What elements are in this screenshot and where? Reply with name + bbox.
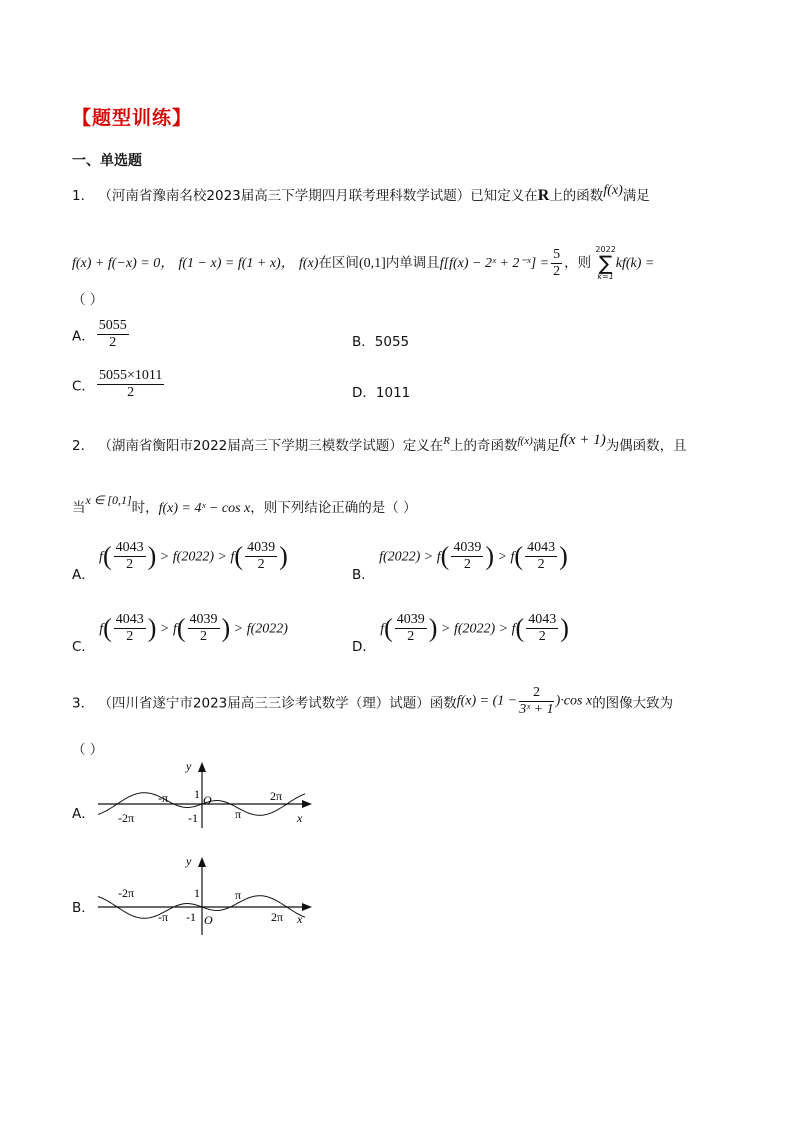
tick-negpi: -π: [158, 910, 169, 924]
question-3-stem: [72, 685, 673, 718]
section-title: 【题型训练】: [72, 107, 193, 129]
question-number: 1．: [72, 188, 95, 204]
tick-pi: π: [235, 888, 242, 902]
function-definition: f(x) = (1 −: [456, 693, 518, 709]
question-number: 2．: [72, 438, 95, 454]
option-a-graph[interactable]: [90, 760, 320, 830]
function-definition: f(x) = 4ˣ − cos x: [158, 501, 251, 516]
option-c-fraction: $\frac{5055\times 1011}{2}$: [98, 368, 163, 400]
text-fragment: 当: [72, 500, 86, 516]
text-fragment: 在区间: [318, 255, 359, 271]
question-1-conditions: [72, 245, 654, 281]
text-fragment: 时，: [131, 500, 159, 516]
option-d[interactable]: D． f( $\frac{4039}{2}$ ) > f(2022) > f( $\frac{4043}{2}$ ): [352, 612, 569, 655]
text-fragment: 内单调且: [385, 255, 440, 271]
y-axis-arrow: [198, 857, 206, 867]
set-symbol: R: [537, 187, 550, 204]
option-d[interactable]: D．1011: [352, 385, 411, 401]
option-c[interactable]: C． $\frac{5055\times 1011}{2}$: [72, 368, 163, 400]
tick-2pi: 2π: [271, 910, 284, 924]
y-axis-arrow: [198, 762, 206, 772]
text-fragment: 的图像大致为: [592, 695, 674, 712]
tick-one: 1: [194, 886, 200, 900]
tick-pi: π: [235, 807, 242, 821]
answer-paren: （ ）: [72, 292, 104, 308]
function-expr: f(x + 1): [559, 432, 606, 448]
tick-one: 1: [194, 787, 200, 801]
section-heading: 一、单选题: [72, 153, 142, 169]
text-fragment: 上的奇函数: [449, 438, 518, 454]
text-fragment: 满足: [622, 188, 650, 204]
summation: 2022 ∑ k=1: [595, 245, 616, 281]
option-b-graph[interactable]: [90, 855, 320, 937]
function-expr: f(x): [517, 435, 533, 447]
option-b[interactable]: B． f(2022) > f( $\frac{4039}{2}$ ) > f( $\frac{4043}{2}$ ): [352, 540, 568, 583]
sum-expr: kf(k) =: [615, 256, 655, 271]
condition-symmetric: f(1 − x) = f(1 + x)，: [178, 256, 295, 271]
tick-negpi: -π: [158, 791, 169, 805]
tick-neg1: -1: [188, 811, 198, 825]
composite-condition: f[f(x) − 2ˣ + 2⁻ˣ] =: [439, 256, 550, 271]
question-2-condition: [72, 493, 417, 517]
condition-odd: f(x) + f(−x) = 0，: [72, 256, 175, 271]
option-a-fraction: $\frac{5055}{2}$: [98, 318, 127, 350]
text-fragment: ，则下列结论正确的是（ ）: [250, 500, 417, 516]
text-fragment: ，则: [564, 255, 592, 271]
origin-label: O: [203, 793, 212, 807]
question-source: （四川省遂宁市2023届高三三诊考试数学（理）试题）函数: [98, 695, 457, 712]
y-label: y: [186, 760, 192, 773]
text-fragment: 满足: [532, 438, 560, 454]
option-b[interactable]: B．5055: [352, 334, 410, 350]
x-label: x: [297, 811, 303, 825]
function-expr: f(x): [299, 256, 319, 271]
question-source: （河南省豫南名校2023届高三下学期四月联考理科数学试题）已知定义在: [98, 188, 538, 204]
answer-paren: （ ）: [72, 742, 104, 758]
set-symbol: R: [443, 435, 450, 447]
option-a[interactable]: A． $\frac{5055}{2}$: [72, 318, 127, 350]
question-number: 3．: [72, 695, 95, 712]
x-label: x: [297, 912, 303, 926]
tick-neg2pi: -2π: [118, 811, 135, 825]
tick-2pi: 2π: [270, 789, 283, 803]
option-b-label[interactable]: B．: [72, 900, 95, 916]
option-a[interactable]: A． f( $\frac{4043}{2}$ ) > f(2022) > f( $\frac{4039}{2}$ ): [72, 540, 288, 583]
domain-expr: x ∈ [0,1]: [85, 493, 132, 507]
function-expr: f(x): [603, 183, 623, 198]
fraction: $\frac{2}{\text{3ˣ + 1}}$: [519, 685, 554, 717]
fraction-five-halves: $\frac{5}{2}$: [553, 246, 561, 279]
interval: (0,1]: [358, 256, 386, 271]
question-2-stem: [72, 432, 687, 454]
option-a-label[interactable]: A．: [72, 806, 95, 822]
y-label: y: [186, 855, 192, 868]
x-axis-arrow: [302, 800, 312, 808]
tick-neg2pi: -2π: [118, 886, 135, 900]
question-1-stem: [72, 183, 650, 205]
function-definition-end: )·cos x: [555, 693, 593, 709]
option-c[interactable]: C． f( $\frac{4043}{2}$ ) > f( $\frac{4039}{2}$ ) > f(2022): [72, 612, 288, 655]
x-axis-arrow: [302, 903, 312, 911]
text-fragment: 为偶函数，且: [605, 438, 687, 454]
question-source: （湖南省衡阳市2022届高三下学期三模数学试题）定义在: [98, 438, 444, 454]
text-fragment: 上的函数: [549, 188, 604, 204]
origin-label: O: [204, 913, 213, 927]
tick-neg1: -1: [186, 910, 196, 924]
